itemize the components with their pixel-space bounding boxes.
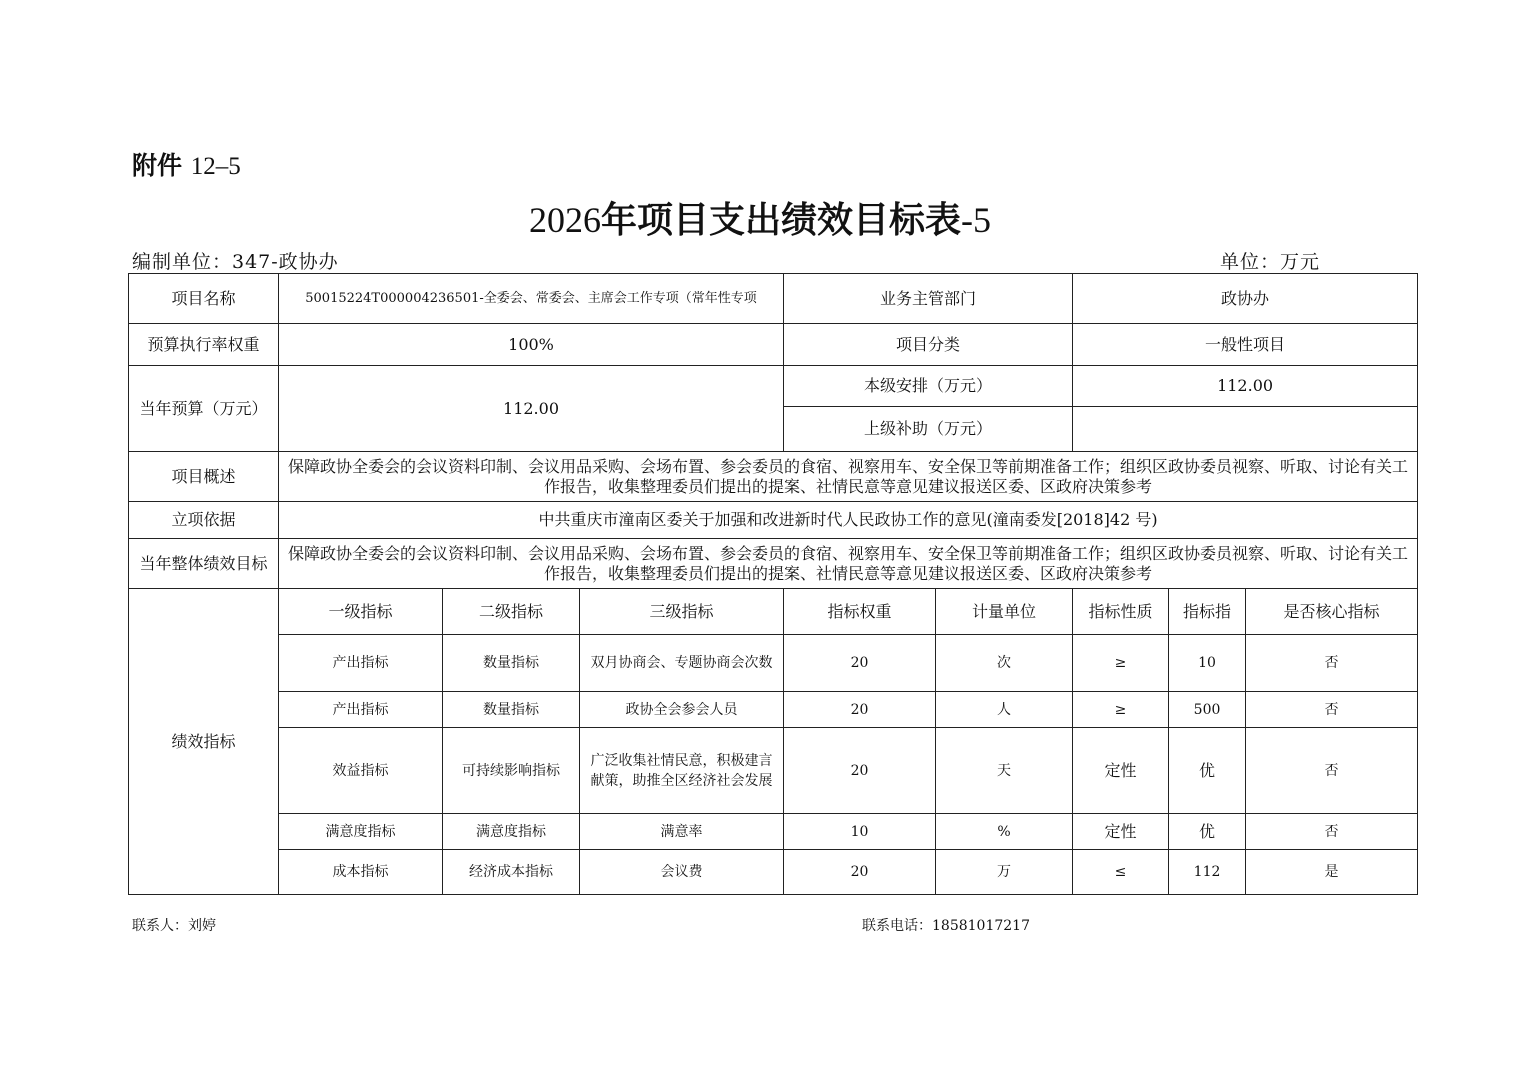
indicator-weight: 20 xyxy=(784,635,936,692)
dept-label: 业务主管部门 xyxy=(784,274,1073,324)
project-name-label: 项目名称 xyxy=(129,274,279,324)
overview-value: 保障政协全委会的会议资料印制、会议用品采购、会场布置、参会委员的食宿、视察用车、安全保卫等前期准备工作；组织区政协委员视察、听取、讨论有关工作报告，收集整理委员们提出的提案、社情民意等意见建议报送区委、区政府决策参考 xyxy=(279,452,1418,502)
table-row xyxy=(129,635,1418,692)
goal-value: 保障政协全委会的会议资料印制、会议用品采购、会场布置、参会委员的食宿、视察用车、安全保卫等前期准备工作；组织区政协委员视察、听取、讨论有关工作报告，收集整理委员们提出的提案、社情民意等意见建议报送区委、区政府决策参考 xyxy=(279,539,1418,589)
row-project-name xyxy=(129,274,1418,324)
goal-label: 当年整体绩效目标 xyxy=(129,539,279,589)
indicator-nature: 定性 xyxy=(1073,728,1169,814)
table-row xyxy=(129,850,1418,895)
contact-phone: 联系电话：18581017217 xyxy=(862,918,1030,934)
upper-value xyxy=(1073,407,1418,452)
basis-label: 立项依据 xyxy=(129,502,279,539)
indicator-value: 优 xyxy=(1169,814,1246,850)
budget-value: 112.00 xyxy=(279,366,784,452)
title-year: 2026 xyxy=(528,200,601,240)
indicator-weight: 20 xyxy=(784,692,936,728)
header-core: 是否核心指标 xyxy=(1246,589,1418,635)
category-label: 项目分类 xyxy=(784,324,1073,366)
indicator-value: 10 xyxy=(1169,635,1246,692)
indicator-weight: 20 xyxy=(784,850,936,895)
indicator-unit: 人 xyxy=(936,692,1073,728)
indicator-l3: 双月协商会、专题协商会次数 xyxy=(580,635,784,692)
indicator-value: 优 xyxy=(1169,728,1246,814)
indicator-nature: ≥ xyxy=(1073,692,1169,728)
overview-label: 项目概述 xyxy=(129,452,279,502)
indicator-l3: 政协全会参会人员 xyxy=(580,692,784,728)
attachment-label xyxy=(132,146,241,182)
indicator-nature: 定性 xyxy=(1073,814,1169,850)
indicator-l2: 数量指标 xyxy=(443,635,580,692)
page-title xyxy=(0,192,1520,243)
indicator-weight: 20 xyxy=(784,728,936,814)
exec-weight-value: 100% xyxy=(279,324,784,366)
title-suffix: -5 xyxy=(961,200,991,240)
upper-label: 上级补助（万元） xyxy=(784,407,1073,452)
row-overview xyxy=(129,452,1418,502)
indicator-core: 否 xyxy=(1246,635,1418,692)
indicator-nature: ≥ xyxy=(1073,635,1169,692)
indicator-value: 112 xyxy=(1169,850,1246,895)
local-value: 112.00 xyxy=(1073,366,1418,407)
indicator-unit: 天 xyxy=(936,728,1073,814)
dept-value: 政协办 xyxy=(1073,274,1418,324)
exec-weight-label: 预算执行率权重 xyxy=(129,324,279,366)
indicator-header-row xyxy=(129,589,1418,635)
indicator-l1: 效益指标 xyxy=(279,728,443,814)
table-row xyxy=(129,692,1418,728)
indicator-l2: 满意度指标 xyxy=(443,814,580,850)
indicator-l2: 数量指标 xyxy=(443,692,580,728)
indicator-l3: 广泛收集社情民意，积极建言献策，助推全区经济社会发展 xyxy=(580,728,784,814)
indicator-unit: % xyxy=(936,814,1073,850)
title-text: 年项目支出绩效目标表 xyxy=(600,200,961,241)
header-l1: 一级指标 xyxy=(279,589,443,635)
indicator-unit: 次 xyxy=(936,635,1073,692)
header-nature: 指标性质 xyxy=(1073,589,1169,635)
attachment-word: 附件 xyxy=(132,151,183,180)
indicator-core: 是 xyxy=(1246,850,1418,895)
org-label: 编制单位：347-政协办 xyxy=(132,251,339,273)
header-unit: 计量单位 xyxy=(936,589,1073,635)
indicators-section-label: 绩效指标 xyxy=(129,589,279,895)
table-row xyxy=(129,814,1418,850)
indicator-core: 否 xyxy=(1246,692,1418,728)
local-label: 本级安排（万元） xyxy=(784,366,1073,407)
unit-label: 单位：万元 xyxy=(1220,251,1321,273)
indicator-nature: ≤ xyxy=(1073,850,1169,895)
row-exec-weight xyxy=(129,324,1418,366)
indicator-l2: 经济成本指标 xyxy=(443,850,580,895)
indicator-l2: 可持续影响指标 xyxy=(443,728,580,814)
budget-label: 当年预算（万元） xyxy=(129,366,279,452)
indicator-value: 500 xyxy=(1169,692,1246,728)
indicator-core: 否 xyxy=(1246,728,1418,814)
performance-table xyxy=(128,273,1418,895)
header-weight: 指标权重 xyxy=(784,589,936,635)
attachment-number: 12–5 xyxy=(190,153,241,180)
contact-person: 联系人：刘婷 xyxy=(132,918,216,934)
indicator-core: 否 xyxy=(1246,814,1418,850)
project-name-value: 50015224T000004236501-全委会、常委会、主席会工作专项（常年性专项 xyxy=(279,274,784,324)
indicator-l1: 产出指标 xyxy=(279,635,443,692)
indicator-l3: 会议费 xyxy=(580,850,784,895)
header-l2: 二级指标 xyxy=(443,589,580,635)
row-goal xyxy=(129,539,1418,589)
indicator-l1: 产出指标 xyxy=(279,692,443,728)
indicator-l1: 满意度指标 xyxy=(279,814,443,850)
indicator-unit: 万 xyxy=(936,850,1073,895)
row-basis xyxy=(129,502,1418,539)
indicator-weight: 10 xyxy=(784,814,936,850)
row-budget xyxy=(129,366,1418,407)
indicator-l1: 成本指标 xyxy=(279,850,443,895)
basis-value: 中共重庆市潼南区委关于加强和改进新时代人民政协工作的意见(潼南委发[2018]42 号) xyxy=(279,502,1418,539)
header-value: 指标指 xyxy=(1169,589,1246,635)
category-value: 一般性项目 xyxy=(1073,324,1418,366)
header-l3: 三级指标 xyxy=(580,589,784,635)
table-row xyxy=(129,728,1418,814)
indicator-l3: 满意率 xyxy=(580,814,784,850)
